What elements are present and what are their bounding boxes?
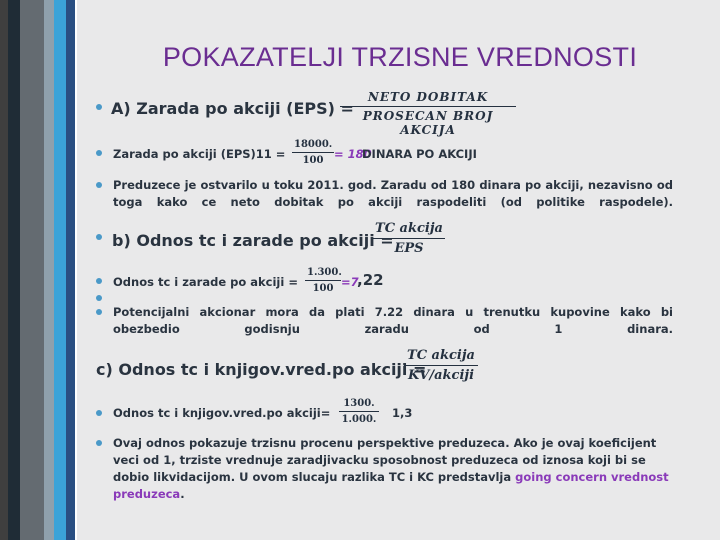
tc-kv-formula-fraction	[404, 348, 478, 383]
eps-formula-fraction	[340, 90, 516, 137]
decor-stripe-navy	[8, 0, 20, 540]
decor-stripe-indigo	[66, 0, 75, 540]
fraction-denominator: PROSECAN BROJ AKCIJA	[362, 109, 494, 137]
paragraph-tc-eps-explanation: Potencijalni akcionar mora da plati 7.22 dinara u trenutku kupovine kako bi obezbedio godisnju zaradu od 1 dinara.	[113, 305, 673, 336]
tc-eps-calc-fraction	[305, 267, 341, 294]
paragraph-eps-explanation: Preduzece je ostvarilo u toku 2011. god. Zaradu od 180 dinara po akciji, nezavisno od toga kako ce neto dobitak po akciji raspodeliti (od politike raspodele).	[113, 178, 673, 209]
fraction-denominator: EPS	[394, 241, 424, 256]
decor-stripe-light	[44, 0, 54, 540]
bullet-icon	[96, 182, 102, 188]
eps-calc-fraction	[292, 139, 334, 166]
paragraph-text: Ovaj odnos pokazuje trzisnu procenu perspektive preduzeca. Ako je ovaj koeficijent veci od 1, trziste vrednuje zaradjivacku sposobnost preduzeca od iznosa koji bi se dobio likvidacijom. U ovom slucaju razlika TC i KC predstavlja	[113, 436, 657, 484]
bullet-icon	[96, 309, 102, 315]
decor-stripe-blue	[54, 0, 66, 540]
slide-title: POKAZATELJI TRZISNE VREDNOSTI	[162, 42, 638, 72]
bullet-icon	[96, 410, 102, 416]
fraction-numerator: 18000.	[292, 139, 334, 153]
tc-kv-calc-label: Odnos tc i knjigov.vred.po akciji=	[113, 406, 331, 420]
tc-kv-formula-label: c) Odnos tc i knjigov.vred.po akciji =	[96, 360, 427, 379]
fraction-denominator: 1.000.	[341, 414, 377, 425]
fraction-denominator: 100	[312, 283, 334, 294]
bullet-icon	[96, 104, 102, 110]
paragraph-end: .	[180, 487, 185, 501]
fraction-numerator: 1.300.	[305, 267, 341, 281]
tc-kv-calc-result: 1,3	[392, 406, 413, 420]
paragraph-going-concern	[113, 435, 675, 503]
fraction-numerator: TC akcija	[373, 221, 445, 239]
tc-eps-formula-fraction	[373, 221, 445, 256]
decor-stripe-gray	[20, 0, 44, 540]
decor-stripe-dark	[0, 0, 8, 540]
fraction-numerator: 1300.	[339, 398, 379, 412]
bullet-icon	[96, 440, 102, 446]
eps-formula-label: A) Zarada po akciji (EPS) =	[111, 99, 354, 118]
tc-eps-formula-label: b) Odnos tc i zarade po akciji =	[112, 231, 394, 250]
fraction-numerator: TC akcija	[404, 348, 478, 366]
decor-separator	[75, 0, 77, 540]
tc-eps-calc-result: =7	[341, 275, 359, 289]
eps-calc-suffix: DINARA PO AKCIJI	[362, 147, 477, 161]
tc-eps-calc-label: Odnos tc i zarade po akciji =	[113, 275, 298, 289]
bullet-icon	[96, 234, 102, 240]
tc-eps-calc-result-tail: ,22	[357, 271, 384, 289]
fraction-denominator: KV/akciji	[407, 368, 475, 383]
bullet-icon	[96, 295, 102, 301]
eps-calc-result: = 180	[334, 147, 372, 161]
bullet-icon	[96, 278, 102, 284]
fraction-numerator: NETO DOBITAK	[340, 90, 516, 107]
going-concern-highlight: going concern vrednost preduzeca	[113, 470, 669, 501]
tc-kv-calc-fraction	[339, 398, 379, 425]
bullet-icon	[96, 150, 102, 156]
eps-calc-label: Zarada po akciji (EPS)11 =	[113, 147, 286, 161]
fraction-denominator: 100	[302, 155, 324, 166]
